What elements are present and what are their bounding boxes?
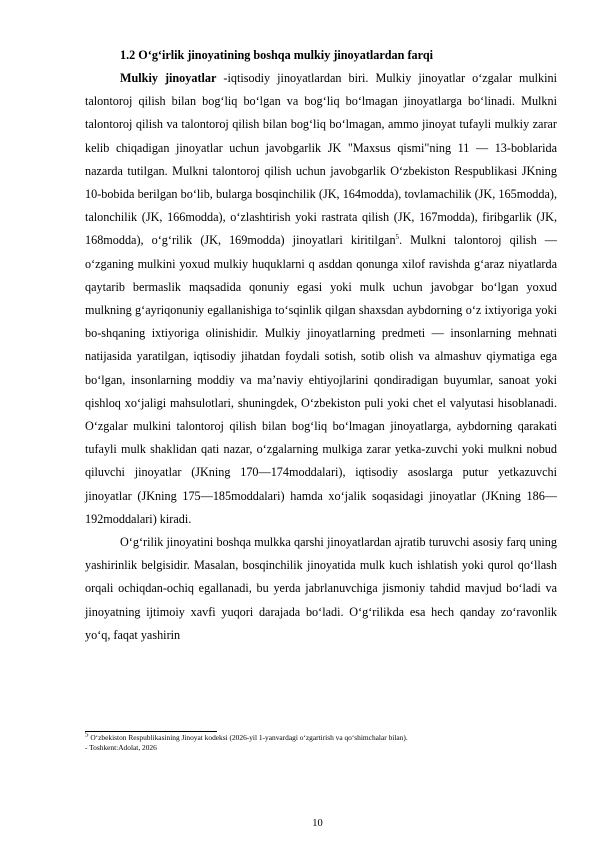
term-mulkiy-jinoyatlar: Mulkiy jinoyatlar	[120, 71, 217, 85]
section-heading: 1.2 O‘g‘irlik jinoyatining boshqa mulkiy jinoyatlardan farqi	[120, 48, 433, 62]
footnote-separator	[85, 731, 217, 732]
footnote-line-1	[85, 730, 557, 743]
footnote	[85, 730, 557, 753]
footnote-line-2: - Toshkent:Adolat, 2026	[85, 743, 157, 752]
paragraph-2: O‘g‘rilik jinoyatini boshqa mulkka qarshi jinoyatlardan ajratib turuvchi asosiy farq uning yashirinlik belgisidir. Masalan, bosqinchilik jinoyatida mulk kuch ishlatish yoki qurol qo‘llash orqali ochiqdan-ochiq egallanadi, bu yerda jabrlanuvchiga jismoniy tahdid mavjud bo‘ladi va jinoyatning ijtimoiy xavfi yuqori darajada bo‘ladi. O‘g‘rilikda esa hech qanday zo‘ravonlik yo‘q, faqat yashirin	[85, 535, 557, 642]
paragraph-1-text-continued: . Mulkni talontoroj qilish — o‘zganing mulkini yoxud mulkiy huquklarni q asddan qonunga xilof ravishda g‘araz niyatlarda qaytarib bermaslik maqsadida qonuniy egasi yoki mulk uchun javobgar bo‘lgan yoxud mulkning g‘ayriqonuniy egallanishiga to‘sqinlik qilgan shaxsdan aybdorning o‘z ixtiyoriga yoki bo-shqaning ixtiyoriga olinishidir. Mulkiy jinoyatlarning predmeti — insonlarning mehnati natijasida yaratilgan, iqtisodiy jihatdan foydali sotish, sotib olish va almashuv qiymatiga ega bo‘lgan, insonlarning moddiy va ma’naviy ehtiyojlarini qondiradigan buyumlar, sanoat yoki qishloq xo‘jaligi mahsulotlari, shuningdek, O‘zbekiston puli yoki chet el valyutasi hisoblanadi. O‘zgalar mulkini talontoroj qilish bilan bog‘liq bo‘lmagan jinoyatlarga, aybdorning qarakati tufayli mulk shaklidan qati nazar, o‘zgalarning mulkiga zarar yetka-zuvchi yoki mulkni nobud qiluvchi jinoyatlar (JKning 170—174moddalari), iqtisodiy asoslarga putur yetkazuvchi jinoyatlar (JKning 175—185moddalari) hamda xo‘jalik soqasidagi jinoyatlar (JKning 186—192moddalari) kiradi.	[85, 233, 557, 526]
paragraph-1	[85, 67, 557, 531]
footnote-text: O‘zbekiston Respublikasining Jinoyat kodeksi (2026-yil 1-yanvardagi o‘zgartirish va qo‘shimchalar bilan).	[88, 733, 408, 742]
footnote-marker: 5	[85, 730, 89, 739]
paragraph-1-text: -iqtisodiy jinoyatlardan biri. Mulkiy jinoyatlar o‘zgalar mulkini talontoroj qilish bilan bog‘liq bo‘lgan va bog‘liq bo‘lmagan jinoyatlarga bo‘linadi. Mulkni talontoroj qilish va talontoroj qilish bilan bog‘liq bo‘lmagan, ammo jinoyat tufayli mulkiy zarar kelib chiqadigan jinoyatlar uchun javobgarlik JK "Maxsus qismi"ning 11 — 13-boblarida nazarda tutilgan. Mulkni talontoroj qilish uchun javobgarlik O‘zbekiston Respublikasi JKning 10-bobida berilgan bo‘lib, bularga bosqinchilik (JK, 164modda), tovlamachilik (JK, 165modda), talonchilik (JK, 166modda), o‘zlashtirish yoki rastrata qilish (JK, 167modda), firibgarlik (JK, 168modda), o‘g‘rilik (JK, 169modda) jinoyatlari kiritilgan	[85, 71, 557, 248]
body-text	[85, 44, 557, 647]
page-number: 10	[312, 818, 323, 829]
footnote-reference[interactable]: 5	[395, 233, 400, 242]
